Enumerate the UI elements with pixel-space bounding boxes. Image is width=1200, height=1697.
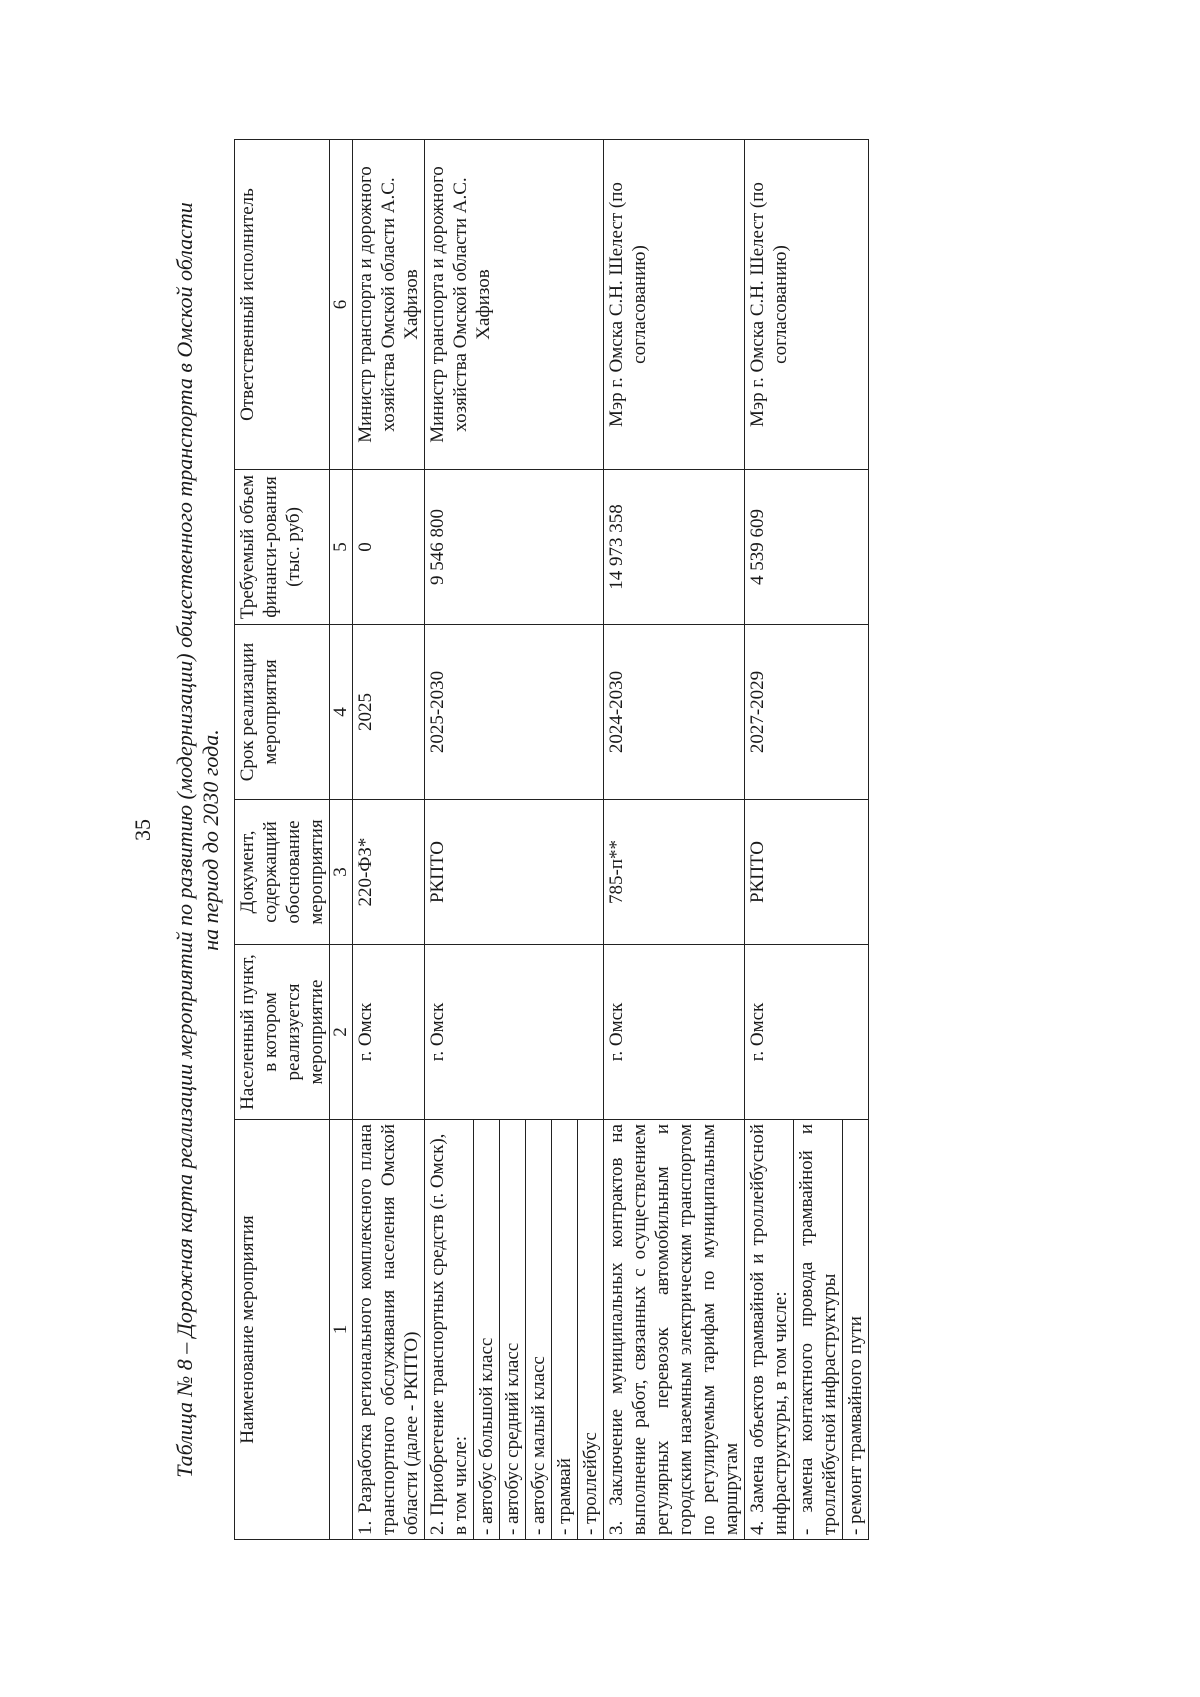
row-2-sub-item: - автобус средний класс	[500, 1120, 526, 1540]
row-4-budget: 4 539 609	[745, 470, 869, 625]
header-term: Срок реализации мероприятия	[235, 625, 330, 800]
table-row	[353, 140, 425, 1540]
table-row	[425, 140, 474, 1540]
row-2-sub-item: - автобус большой класс	[474, 1120, 500, 1540]
row-3-term: 2024-2030	[604, 625, 745, 800]
column-number-row	[330, 140, 353, 1540]
row-4-sub-item: - ремонт трамвайного пути	[843, 1120, 869, 1540]
roadmap-table	[234, 139, 869, 1540]
header-responsible: Ответственный исполнитель	[235, 140, 330, 470]
rotated-page-content	[130, 140, 950, 1540]
row-2-sub-item: - троллейбус	[578, 1120, 604, 1540]
table-row	[745, 140, 794, 1540]
caption-line-2: на период до 2030 года.	[198, 729, 223, 951]
row-2-budget: 9 546 800	[425, 470, 604, 625]
row-3-place: г. Омск	[604, 945, 745, 1120]
row-1-document: 220-ФЗ*	[353, 800, 425, 945]
row-2-term: 2025-2030	[425, 625, 604, 800]
column-number: 6	[330, 140, 353, 470]
row-3-document: 785-п**	[604, 800, 745, 945]
row-4-place: г. Омск	[745, 945, 869, 1120]
row-2-name: 2. Приобретение транспортных средств (г. Омск), в том числе:	[425, 1120, 474, 1540]
header-budget: Требуемый объем финанси-рования (тыс. руб)	[235, 470, 330, 625]
row-2-place: г. Омск	[425, 945, 604, 1120]
column-number: 1	[330, 1120, 353, 1540]
row-4-sub-item: - замена контактного провода трамвайной и троллейбусной инфраструктуры	[794, 1120, 843, 1540]
row-3-name: 3. Заключение муниципальных контрактов на выполнение работ, связанных с осуществлением регулярных перевозок автомобильным и городским наземным электрическим транспортом по регулируемым тарифам по муниципальным маршрутам	[604, 1120, 745, 1540]
table-row	[604, 140, 745, 1540]
row-1-budget: 0	[353, 470, 425, 625]
header-row	[235, 140, 330, 1540]
column-number: 2	[330, 945, 353, 1120]
header-document: Документ, содержащий обоснование мероприятия	[235, 800, 330, 945]
row-1-name: 1. Разработка регионального комплексного плана транспортного обслуживания населения Омской области (далее - РКПТО)	[353, 1120, 425, 1540]
row-2-responsible: Министр транспорта и дорожного хозяйства Омской области А.С. Хафизов	[425, 140, 604, 470]
row-3-budget: 14 973 358	[604, 470, 745, 625]
caption-line-1: Таблица № 8 – Дорожная карта реализации мероприятий по развитию (модернизации) общественного транспорта в Омской области	[172, 202, 197, 1478]
column-number: 4	[330, 625, 353, 800]
row-3-responsible: Мэр г. Омска С.Н. Шелест (по согласованию)	[604, 140, 745, 470]
column-number: 3	[330, 800, 353, 945]
row-4-term: 2027-2029	[745, 625, 869, 800]
row-4-document: РКПТО	[745, 800, 869, 945]
row-2-document: РКПТО	[425, 800, 604, 945]
column-number: 5	[330, 470, 353, 625]
row-1-term: 2025	[353, 625, 425, 800]
row-1-responsible: Министр транспорта и дорожного хозяйства Омской области А.С. Хафизов	[353, 140, 425, 470]
header-name: Наименование мероприятия	[235, 1120, 330, 1540]
row-2-sub-item: - автобус малый класс	[526, 1120, 552, 1540]
page-number: 35	[130, 819, 155, 841]
row-4-responsible: Мэр г. Омска С.Н. Шелест (по согласованию)	[745, 140, 869, 470]
table-caption	[172, 140, 224, 1540]
row-2-sub-item: - трамвай	[552, 1120, 578, 1540]
header-place: Населенный пункт, в котором реализуется мероприятие	[235, 945, 330, 1120]
row-4-name: 4. Замена объектов трамвайной и троллейбусной инфраструктуры, в том числе:	[745, 1120, 794, 1540]
row-1-place: г. Омск	[353, 945, 425, 1120]
